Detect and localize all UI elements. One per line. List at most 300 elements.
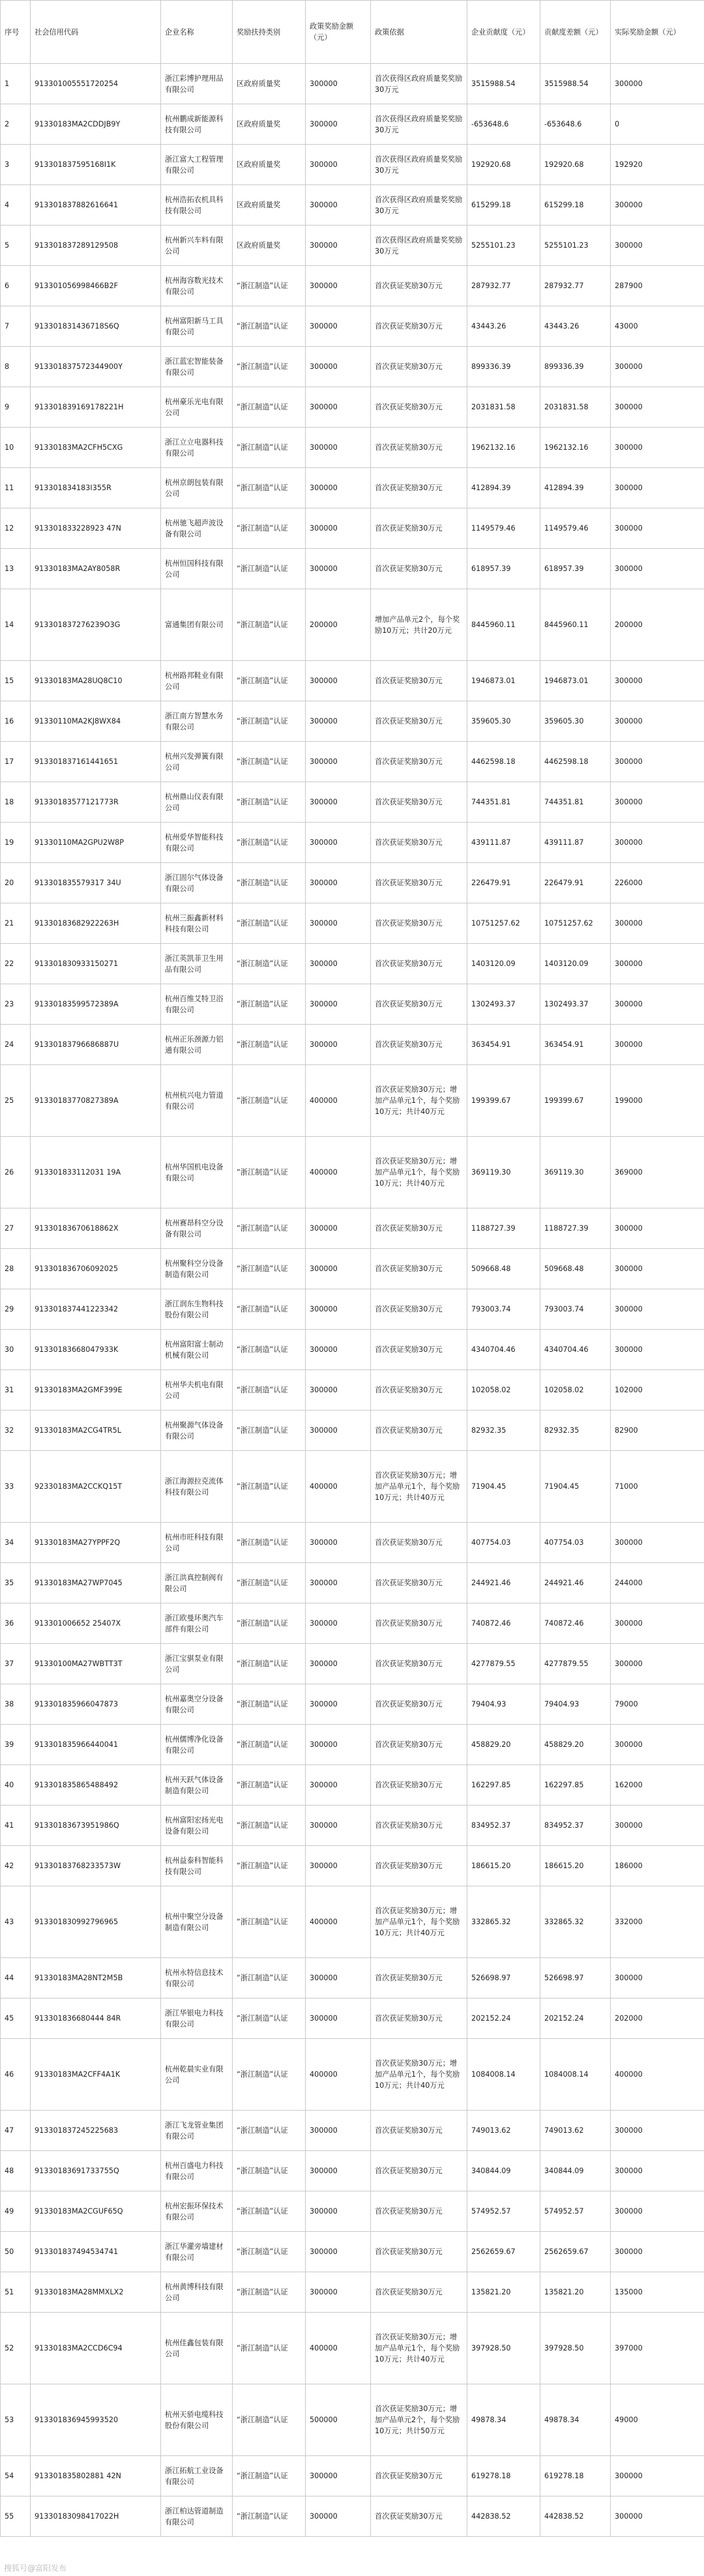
cell-category: “浙江制造”认证 bbox=[233, 863, 306, 903]
watermark: 搜狐号@富阳发布 bbox=[4, 2564, 67, 2573]
cell-index: 47 bbox=[1, 2111, 31, 2151]
table-row bbox=[1, 1958, 704, 1998]
cell-policy-basis: 首次获证奖励30万元 bbox=[371, 2272, 467, 2313]
cell-policy-amount: 300000 bbox=[306, 701, 371, 742]
cell-actual-amount: 300000 bbox=[611, 1603, 704, 1644]
cell-credit-code: 91330183599572389A bbox=[31, 984, 161, 1025]
cell-actual-amount: 300000 bbox=[611, 1330, 704, 1370]
cell-actual-amount: 82900 bbox=[611, 1411, 704, 1451]
cell-index: 24 bbox=[1, 1025, 31, 1065]
cell-policy-amount: 400000 bbox=[306, 2313, 371, 2384]
cell-credit-code: 91330183770827389A bbox=[31, 1065, 161, 1137]
cell-contribution: 4277879.55 bbox=[467, 1644, 540, 1684]
cell-company: 杭州兴发弹簧有限公司 bbox=[161, 742, 233, 782]
cell-index: 36 bbox=[1, 1603, 31, 1644]
cell-company: 浙江英凯菲卫生用品有限公司 bbox=[161, 944, 233, 984]
table-row bbox=[1, 742, 704, 782]
cell-credit-code: 913301006652 25407X bbox=[31, 1603, 161, 1644]
cell-actual-amount: 135000 bbox=[611, 2272, 704, 2313]
cell-company: 杭州佳鑫包装有限公司 bbox=[161, 2313, 233, 2384]
cell-actual-amount: 400000 bbox=[611, 2039, 704, 2111]
cell-policy-amount: 300000 bbox=[306, 1330, 371, 1370]
cell-contribution-diff: 442838.52 bbox=[540, 2496, 611, 2537]
cell-category: “浙江制造”认证 bbox=[233, 2039, 306, 2111]
cell-index: 2 bbox=[1, 104, 31, 145]
table-row bbox=[1, 1289, 704, 1330]
cell-actual-amount: 300000 bbox=[611, 1289, 704, 1330]
cell-credit-code: 913301835865488492 bbox=[31, 1765, 161, 1806]
cell-contribution: 412894.39 bbox=[467, 468, 540, 508]
cell-policy-amount: 300000 bbox=[306, 2272, 371, 2313]
cell-category: “浙江制造”认证 bbox=[233, 1523, 306, 1563]
cell-index: 11 bbox=[1, 468, 31, 508]
cell-category: “浙江制造”认证 bbox=[233, 1684, 306, 1725]
cell-category: “浙江制造”认证 bbox=[233, 2456, 306, 2496]
table-row bbox=[1, 387, 704, 428]
cell-index: 32 bbox=[1, 1411, 31, 1451]
cell-contribution-diff: 2562659.67 bbox=[540, 2232, 611, 2272]
cell-credit-code: 913301830933150271 bbox=[31, 944, 161, 984]
cell-company: 浙江华灌旁墙建材有限公司 bbox=[161, 2232, 233, 2272]
cell-contribution: 340844.09 bbox=[467, 2151, 540, 2191]
cell-index: 23 bbox=[1, 984, 31, 1025]
cell-category: “浙江制造”认证 bbox=[233, 1370, 306, 1411]
cell-company: 杭州黄博科技有限公司 bbox=[161, 2272, 233, 2313]
cell-contribution-diff: 1946873.01 bbox=[540, 661, 611, 701]
table-row bbox=[1, 145, 704, 185]
cell-actual-amount: 300000 bbox=[611, 782, 704, 823]
cell-company: 浙江柏达管道制造有限公司 bbox=[161, 2496, 233, 2537]
cell-policy-basis: 首次获证奖励30万元；增加产品单元1个，每个奖励10万元；共计40万元 bbox=[371, 1451, 467, 1523]
cell-contribution: 618957.39 bbox=[467, 549, 540, 589]
cell-index: 12 bbox=[1, 508, 31, 549]
cell-contribution-diff: 397928.50 bbox=[540, 2313, 611, 2384]
cell-actual-amount: 226000 bbox=[611, 863, 704, 903]
cell-company: 杭州富阳富士制动机械有限公司 bbox=[161, 1330, 233, 1370]
cell-policy-basis: 首次获证奖励30万元 bbox=[371, 2456, 467, 2496]
cell-actual-amount: 300000 bbox=[611, 2151, 704, 2191]
cell-policy-amount: 400000 bbox=[306, 1886, 371, 1958]
cell-credit-code: 91330183MA2CFH5CXG bbox=[31, 428, 161, 468]
cell-contribution-diff: 4462598.18 bbox=[540, 742, 611, 782]
cell-category: “浙江制造”认证 bbox=[233, 1725, 306, 1765]
cell-company: 杭州益泰科智能科技有限公司 bbox=[161, 1846, 233, 1886]
cell-policy-basis: 首次获证奖励30万元 bbox=[371, 2191, 467, 2232]
cell-actual-amount: 186000 bbox=[611, 1846, 704, 1886]
cell-index: 29 bbox=[1, 1289, 31, 1330]
cell-category: “浙江制造”认证 bbox=[233, 1846, 306, 1886]
cell-contribution: 1149579.46 bbox=[467, 508, 540, 549]
cell-category: “浙江制造”认证 bbox=[233, 1644, 306, 1684]
cell-index: 20 bbox=[1, 863, 31, 903]
cell-company: 杭州豪乐光电有限公司 bbox=[161, 387, 233, 428]
cell-contribution-diff: 899336.39 bbox=[540, 347, 611, 387]
cell-contribution-diff: 244921.46 bbox=[540, 1563, 611, 1603]
cell-company: 浙江宝骐泵业有限公司 bbox=[161, 1644, 233, 1684]
cell-credit-code: 913301833112031 19A bbox=[31, 1137, 161, 1208]
cell-contribution: 199399.67 bbox=[467, 1065, 540, 1137]
cell-credit-code: 91330183MA2CCD6C94 bbox=[31, 2313, 161, 2384]
cell-company: 杭州乾晨实业有限公司 bbox=[161, 2039, 233, 2111]
cell-contribution: 1084008.14 bbox=[467, 2039, 540, 2111]
cell-actual-amount: 200000 bbox=[611, 589, 704, 661]
cell-policy-basis: 首次获证奖励30万元 bbox=[371, 549, 467, 589]
cell-category: 区政府质量奖 bbox=[233, 64, 306, 104]
cell-policy-basis: 首次获证奖励30万元；增加产品单元2个，每个奖励10万元；共计50万元 bbox=[371, 2384, 467, 2456]
table-row bbox=[1, 1603, 704, 1644]
cell-index: 15 bbox=[1, 661, 31, 701]
cell-company: 浙江拓航工业设备有限公司 bbox=[161, 2456, 233, 2496]
cell-contribution-diff: 407754.03 bbox=[540, 1523, 611, 1563]
table-row bbox=[1, 1998, 704, 2039]
cell-category: “浙江制造”认证 bbox=[233, 306, 306, 347]
table-row bbox=[1, 903, 704, 944]
cell-credit-code: 92330183MA2CCKQ15T bbox=[31, 1451, 161, 1523]
cell-policy-amount: 300000 bbox=[306, 2232, 371, 2272]
cell-actual-amount: 300000 bbox=[611, 226, 704, 266]
cell-policy-amount: 300000 bbox=[306, 2191, 371, 2232]
cell-company: 杭州海容数光技术有限公司 bbox=[161, 266, 233, 306]
cell-contribution: 4462598.18 bbox=[467, 742, 540, 782]
cell-contribution: 369119.30 bbox=[467, 1137, 540, 1208]
cell-credit-code: 913301831436718S6Q bbox=[31, 306, 161, 347]
cell-contribution: 619278.18 bbox=[467, 2456, 540, 2496]
cell-actual-amount: 300000 bbox=[611, 1025, 704, 1065]
cell-index: 6 bbox=[1, 266, 31, 306]
table-body bbox=[1, 64, 704, 2537]
cell-contribution: 226479.91 bbox=[467, 863, 540, 903]
cell-policy-amount: 300000 bbox=[306, 661, 371, 701]
cell-contribution: -653648.6 bbox=[467, 104, 540, 145]
cell-index: 19 bbox=[1, 823, 31, 863]
cell-contribution-diff: 412894.39 bbox=[540, 468, 611, 508]
cell-company: 杭州天跃气体设备制造有限公司 bbox=[161, 1765, 233, 1806]
cell-actual-amount: 300000 bbox=[611, 468, 704, 508]
table-row bbox=[1, 2313, 704, 2384]
cell-index: 53 bbox=[1, 2384, 31, 2456]
cell-contribution: 2562659.67 bbox=[467, 2232, 540, 2272]
cell-company: 浙江彩博护理用品有限公司 bbox=[161, 64, 233, 104]
cell-company: 杭州正乐颈源力铝通有限公司 bbox=[161, 1025, 233, 1065]
cell-policy-basis: 首次获得区政府质量奖奖励30万元 bbox=[371, 185, 467, 226]
cell-policy-amount: 300000 bbox=[306, 2111, 371, 2151]
cell-contribution: 2031831.58 bbox=[467, 387, 540, 428]
cell-actual-amount: 300000 bbox=[611, 661, 704, 701]
cell-category: “浙江制造”认证 bbox=[233, 823, 306, 863]
table-row bbox=[1, 64, 704, 104]
cell-policy-basis: 首次获证奖励30万元；增加产品单元1个，每个奖励10万元；共计40万元 bbox=[371, 2313, 467, 2384]
cell-index: 1 bbox=[1, 64, 31, 104]
cell-credit-code: 91330183682922263H bbox=[31, 903, 161, 944]
cell-contribution: 359605.30 bbox=[467, 701, 540, 742]
cell-contribution: 8445960.11 bbox=[467, 589, 540, 661]
cell-policy-amount: 300000 bbox=[306, 1370, 371, 1411]
cell-contribution: 1946873.01 bbox=[467, 661, 540, 701]
cell-actual-amount: 300000 bbox=[611, 2496, 704, 2537]
cell-policy-basis: 首次获证奖励30万元 bbox=[371, 1370, 467, 1411]
cell-actual-amount: 202000 bbox=[611, 1998, 704, 2039]
cell-actual-amount: 300000 bbox=[611, 701, 704, 742]
header-credit-code: 社会信用代码 bbox=[31, 1, 161, 64]
cell-index: 43 bbox=[1, 1886, 31, 1958]
cell-company: 杭州赛昂科空分设备有限公司 bbox=[161, 1208, 233, 1249]
cell-policy-amount: 300000 bbox=[306, 1523, 371, 1563]
cell-actual-amount: 192920 bbox=[611, 145, 704, 185]
cell-index: 51 bbox=[1, 2272, 31, 2313]
cell-category: “浙江制造”认证 bbox=[233, 2232, 306, 2272]
cell-index: 26 bbox=[1, 1137, 31, 1208]
cell-category: “浙江制造”认证 bbox=[233, 2191, 306, 2232]
cell-index: 4 bbox=[1, 185, 31, 226]
cell-credit-code: 91330183MA28UQ8C10 bbox=[31, 661, 161, 701]
cell-policy-amount: 500000 bbox=[306, 2384, 371, 2456]
cell-policy-basis: 首次获证奖励30万元 bbox=[371, 347, 467, 387]
cell-contribution-diff: 1149579.46 bbox=[540, 508, 611, 549]
cell-company: 杭州京朗包装有限公司 bbox=[161, 468, 233, 508]
cell-company: 杭州鼎山仪表有限公司 bbox=[161, 782, 233, 823]
cell-company: 杭州永特信息技术有限公司 bbox=[161, 1958, 233, 1998]
cell-contribution: 615299.18 bbox=[467, 185, 540, 226]
cell-index: 3 bbox=[1, 145, 31, 185]
cell-policy-basis: 首次获证奖励30万元 bbox=[371, 1846, 467, 1886]
cell-category: “浙江制造”认证 bbox=[233, 468, 306, 508]
cell-policy-amount: 300000 bbox=[306, 782, 371, 823]
cell-policy-amount: 300000 bbox=[306, 226, 371, 266]
header-policy-basis: 政策依据 bbox=[371, 1, 467, 64]
table-row bbox=[1, 823, 704, 863]
cell-actual-amount: 300000 bbox=[611, 549, 704, 589]
table-row bbox=[1, 2272, 704, 2313]
cell-contribution-diff: -653648.6 bbox=[540, 104, 611, 145]
table-row bbox=[1, 428, 704, 468]
cell-category: 区政府质量奖 bbox=[233, 104, 306, 145]
table-row bbox=[1, 2151, 704, 2191]
cell-contribution: 407754.03 bbox=[467, 1523, 540, 1563]
cell-credit-code: 91330183MA2CFF4A1K bbox=[31, 2039, 161, 2111]
cell-policy-amount: 300000 bbox=[306, 1846, 371, 1886]
cell-policy-amount: 300000 bbox=[306, 2496, 371, 2537]
cell-credit-code: 91330183MA2AY8058R bbox=[31, 549, 161, 589]
cell-index: 28 bbox=[1, 1249, 31, 1289]
cell-contribution-diff: 199399.67 bbox=[540, 1065, 611, 1137]
table-row bbox=[1, 185, 704, 226]
cell-category: “浙江制造”认证 bbox=[233, 2496, 306, 2537]
cell-policy-basis: 首次获证奖励30万元 bbox=[371, 701, 467, 742]
cell-credit-code: 91330183MA2CGUF65Q bbox=[31, 2191, 161, 2232]
cell-contribution-diff: 102058.02 bbox=[540, 1370, 611, 1411]
cell-policy-basis: 首次获证奖励30万元 bbox=[371, 428, 467, 468]
cell-policy-amount: 300000 bbox=[306, 1958, 371, 1998]
cell-policy-amount: 300000 bbox=[306, 64, 371, 104]
cell-policy-basis: 首次获证奖励30万元 bbox=[371, 984, 467, 1025]
cell-contribution: 834952.37 bbox=[467, 1806, 540, 1846]
cell-actual-amount: 287900 bbox=[611, 266, 704, 306]
cell-contribution: 162297.85 bbox=[467, 1765, 540, 1806]
cell-index: 10 bbox=[1, 428, 31, 468]
cell-contribution: 5255101.23 bbox=[467, 226, 540, 266]
cell-category: “浙江制造”认证 bbox=[233, 984, 306, 1025]
table-row bbox=[1, 1208, 704, 1249]
cell-credit-code: 913301836945993520 bbox=[31, 2384, 161, 2456]
cell-credit-code: 91330183673951986Q bbox=[31, 1806, 161, 1846]
cell-policy-amount: 300000 bbox=[306, 145, 371, 185]
cell-contribution-diff: 226479.91 bbox=[540, 863, 611, 903]
header-actual-amount: 实际奖励金额（元） bbox=[611, 1, 704, 64]
cell-policy-basis: 首次获证奖励30万元 bbox=[371, 2151, 467, 2191]
cell-actual-amount: 300000 bbox=[611, 1208, 704, 1249]
cell-company: 杭州中聚空分设备制造有限公司 bbox=[161, 1886, 233, 1958]
cell-contribution: 244921.46 bbox=[467, 1563, 540, 1603]
cell-index: 33 bbox=[1, 1451, 31, 1523]
cell-contribution: 1962132.16 bbox=[467, 428, 540, 468]
cell-credit-code: 913301833228923 47N bbox=[31, 508, 161, 549]
cell-index: 55 bbox=[1, 2496, 31, 2537]
cell-index: 35 bbox=[1, 1563, 31, 1603]
cell-company: 浙江蓝宏智能装备有限公司 bbox=[161, 347, 233, 387]
cell-credit-code: 91330183MA27WP7045 bbox=[31, 1563, 161, 1603]
cell-policy-amount: 400000 bbox=[306, 2039, 371, 2111]
table-row bbox=[1, 1523, 704, 1563]
cell-policy-amount: 300000 bbox=[306, 428, 371, 468]
cell-contribution: 442838.52 bbox=[467, 2496, 540, 2537]
cell-contribution-diff: 82932.35 bbox=[540, 1411, 611, 1451]
table-row bbox=[1, 1451, 704, 1523]
cell-index: 40 bbox=[1, 1765, 31, 1806]
cell-category: “浙江制造”认证 bbox=[233, 2151, 306, 2191]
cell-policy-amount: 300000 bbox=[306, 2456, 371, 2496]
cell-policy-basis: 首次获证奖励30万元 bbox=[371, 742, 467, 782]
cell-contribution: 397928.50 bbox=[467, 2313, 540, 2384]
table-row bbox=[1, 1765, 704, 1806]
cell-index: 25 bbox=[1, 1065, 31, 1137]
cell-contribution: 102058.02 bbox=[467, 1370, 540, 1411]
cell-index: 38 bbox=[1, 1684, 31, 1725]
cell-category: “浙江制造”认证 bbox=[233, 1411, 306, 1451]
table-row bbox=[1, 2191, 704, 2232]
cell-policy-basis: 首次获证奖励30万元 bbox=[371, 1025, 467, 1065]
cell-contribution-diff: 615299.18 bbox=[540, 185, 611, 226]
cell-actual-amount: 71000 bbox=[611, 1451, 704, 1523]
cell-actual-amount: 300000 bbox=[611, 64, 704, 104]
cell-contribution-diff: 574952.57 bbox=[540, 2191, 611, 2232]
cell-policy-amount: 200000 bbox=[306, 589, 371, 661]
cell-policy-basis: 首次获证奖励30万元 bbox=[371, 1998, 467, 2039]
cell-index: 49 bbox=[1, 2191, 31, 2232]
cell-credit-code: 913301835579317 34U bbox=[31, 863, 161, 903]
cell-credit-code: 91330110MA2GPU2W8P bbox=[31, 823, 161, 863]
cell-category: “浙江制造”认证 bbox=[233, 347, 306, 387]
cell-contribution-diff: 186615.20 bbox=[540, 1846, 611, 1886]
cell-contribution-diff: 744351.81 bbox=[540, 782, 611, 823]
cell-policy-amount: 300000 bbox=[306, 1411, 371, 1451]
cell-actual-amount: 300000 bbox=[611, 2191, 704, 2232]
cell-actual-amount: 332000 bbox=[611, 1886, 704, 1958]
cell-policy-amount: 300000 bbox=[306, 823, 371, 863]
cell-credit-code: 91330183668047933K bbox=[31, 1330, 161, 1370]
cell-policy-amount: 300000 bbox=[306, 1684, 371, 1725]
cell-policy-basis: 首次获证奖励30万元 bbox=[371, 782, 467, 823]
cell-category: 区政府质量奖 bbox=[233, 145, 306, 185]
cell-policy-basis: 首次获得区政府质量奖奖励30万元 bbox=[371, 226, 467, 266]
table-row bbox=[1, 2456, 704, 2496]
cell-credit-code: 91330183MA28MMXLX2 bbox=[31, 2272, 161, 2313]
table-row bbox=[1, 863, 704, 903]
cell-policy-basis: 首次获证奖励30万元 bbox=[371, 1644, 467, 1684]
cell-company: 浙江海源拉克流体科技有限公司 bbox=[161, 1451, 233, 1523]
cell-policy-amount: 300000 bbox=[306, 1998, 371, 2039]
cell-credit-code: 91330183098417022H bbox=[31, 2496, 161, 2537]
cell-policy-amount: 300000 bbox=[306, 387, 371, 428]
cell-contribution: 3515988.54 bbox=[467, 64, 540, 104]
cell-policy-amount: 300000 bbox=[306, 1603, 371, 1644]
cell-actual-amount: 162000 bbox=[611, 1765, 704, 1806]
cell-credit-code: 913301839169178221H bbox=[31, 387, 161, 428]
cell-contribution: 43443.26 bbox=[467, 306, 540, 347]
cell-index: 48 bbox=[1, 2151, 31, 2191]
cell-contribution-diff: 619278.18 bbox=[540, 2456, 611, 2496]
cell-category: “浙江制造”认证 bbox=[233, 589, 306, 661]
cell-policy-amount: 300000 bbox=[306, 1563, 371, 1603]
cell-index: 54 bbox=[1, 2456, 31, 2496]
cell-contribution: 79404.93 bbox=[467, 1684, 540, 1725]
cell-company: 浙江润东生物科技股份有限公司 bbox=[161, 1289, 233, 1330]
cell-category: “浙江制造”认证 bbox=[233, 549, 306, 589]
cell-contribution-diff: 332865.32 bbox=[540, 1886, 611, 1958]
table-row bbox=[1, 2039, 704, 2111]
cell-policy-amount: 300000 bbox=[306, 1725, 371, 1765]
cell-policy-amount: 400000 bbox=[306, 1451, 371, 1523]
cell-credit-code: 913301837595168I1K bbox=[31, 145, 161, 185]
cell-contribution: 740872.46 bbox=[467, 1603, 540, 1644]
cell-actual-amount: 49000 bbox=[611, 2384, 704, 2456]
table-row bbox=[1, 1846, 704, 1886]
cell-category: “浙江制造”认证 bbox=[233, 1765, 306, 1806]
cell-index: 18 bbox=[1, 782, 31, 823]
cell-company: 杭州嘉奥空分设备有限公司 bbox=[161, 1684, 233, 1725]
cell-contribution: 192920.68 bbox=[467, 145, 540, 185]
cell-category: “浙江制造”认证 bbox=[233, 1065, 306, 1137]
cell-policy-basis: 首次获证奖励30万元 bbox=[371, 266, 467, 306]
cell-policy-amount: 400000 bbox=[306, 1065, 371, 1137]
cell-contribution: 202152.24 bbox=[467, 1998, 540, 2039]
cell-contribution-diff: 43443.26 bbox=[540, 306, 611, 347]
cell-contribution-diff: 1962132.16 bbox=[540, 428, 611, 468]
cell-company: 浙江固尔气体设备有限公司 bbox=[161, 863, 233, 903]
cell-policy-basis: 首次获证奖励30万元 bbox=[371, 508, 467, 549]
cell-contribution: 509668.48 bbox=[467, 1249, 540, 1289]
cell-credit-code: 913301837276239O3G bbox=[31, 589, 161, 661]
cell-index: 46 bbox=[1, 2039, 31, 2111]
cell-company: 富通集团有限公司 bbox=[161, 589, 233, 661]
cell-company: 杭州百维艾特卫浴有限公司 bbox=[161, 984, 233, 1025]
cell-category: “浙江制造”认证 bbox=[233, 742, 306, 782]
cell-company: 杭州鹏成新能源科技有限公司 bbox=[161, 104, 233, 145]
cell-category: “浙江制造”认证 bbox=[233, 1806, 306, 1846]
table-row bbox=[1, 1330, 704, 1370]
cell-category: “浙江制造”认证 bbox=[233, 1886, 306, 1958]
cell-contribution: 135821.20 bbox=[467, 2272, 540, 2313]
cell-credit-code: 913301837289129508 bbox=[31, 226, 161, 266]
table-row bbox=[1, 1411, 704, 1451]
cell-company: 杭州杭兴电力管道有限公司 bbox=[161, 1065, 233, 1137]
cell-contribution-diff: 439111.87 bbox=[540, 823, 611, 863]
cell-contribution-diff: 509668.48 bbox=[540, 1249, 611, 1289]
cell-contribution-diff: 202152.24 bbox=[540, 1998, 611, 2039]
table-row bbox=[1, 2384, 704, 2456]
cell-actual-amount: 43000 bbox=[611, 306, 704, 347]
cell-actual-amount: 300000 bbox=[611, 742, 704, 782]
cell-policy-basis: 首次获证奖励30万元 bbox=[371, 1725, 467, 1765]
